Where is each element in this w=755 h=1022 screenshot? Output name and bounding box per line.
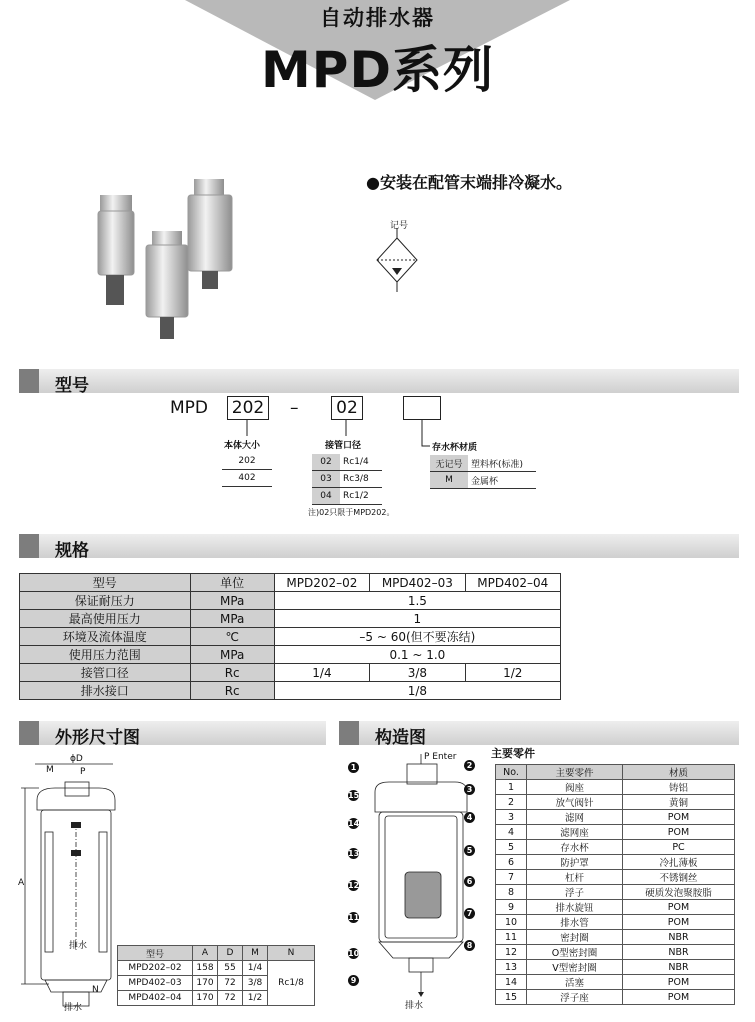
parts-cell: 黄铜	[623, 795, 735, 810]
port-size: Rc1/2	[340, 488, 382, 505]
spec-row-unit: Rc	[190, 682, 274, 700]
dims-cell: 3/8	[243, 976, 268, 991]
spec-row-value: 1	[274, 610, 560, 628]
spec-row-label: 最高使用压力	[20, 610, 191, 628]
spec-row-label: 排水接口	[20, 682, 191, 700]
parts-header: 主要零件	[527, 765, 623, 780]
parts-cell: 浮子座	[527, 990, 623, 1005]
parts-cell: 排水管	[527, 915, 623, 930]
section-bar-dims	[19, 721, 326, 748]
parts-cell: V型密封圈	[527, 960, 623, 975]
dims-cell: 158	[193, 961, 218, 976]
table-row	[496, 960, 735, 975]
table-row	[496, 810, 735, 825]
model-box-port: 02	[331, 396, 363, 420]
callout-2: 2	[464, 760, 475, 771]
dim-label-M: M	[46, 765, 54, 775]
bowl-code: 无记号	[430, 455, 468, 472]
parts-cell: 8	[496, 885, 527, 900]
dims-cell: 1/2	[243, 991, 268, 1006]
parts-cell: 7	[496, 870, 527, 885]
port-size: Rc1/4	[340, 454, 382, 471]
spec-row-value: 1.5	[274, 592, 560, 610]
parts-cell: 硬质发泡聚胺脂	[623, 885, 735, 900]
parts-cell: NBR	[623, 960, 735, 975]
dims-cell: 55	[218, 961, 243, 976]
spec-row-value: 0.1 ~ 1.0	[274, 646, 560, 664]
table-row	[496, 855, 735, 870]
bowl-table	[430, 455, 536, 489]
parts-cell: 杠杆	[527, 870, 623, 885]
parts-cell: 13	[496, 960, 527, 975]
dims-cell: MPD202–02	[118, 961, 193, 976]
parts-cell: 铸铝	[623, 780, 735, 795]
callout-6: 6	[464, 876, 475, 887]
section-bar-spec	[19, 534, 739, 561]
section-bar-model	[19, 369, 739, 396]
callout-13: 13	[348, 849, 360, 858]
bowl-material: 塑料杯(标准)	[468, 455, 536, 472]
feature-text: ●安装在配管末端排冷凝水。	[366, 173, 572, 192]
dims-cell: MPD402–04	[118, 991, 193, 1006]
drain-symbol-icon	[372, 228, 422, 298]
parts-cell: 5	[496, 840, 527, 855]
spec-row-value: 1/8	[274, 682, 560, 700]
dimension-drawing	[15, 752, 125, 1014]
spec-header: 型号	[20, 574, 191, 592]
section-title-spec: 规格	[55, 541, 89, 561]
dims-cell: 72	[218, 991, 243, 1006]
callout-5: 5	[464, 845, 475, 856]
spec-row-value: 1/2	[465, 664, 560, 682]
dim-label-N: N	[92, 985, 99, 995]
parts-cell: POM	[623, 825, 735, 840]
parts-cell: 滤网座	[527, 825, 623, 840]
parts-cell: 冷扎薄板	[623, 855, 735, 870]
parts-cell: 放气阀针	[527, 795, 623, 810]
dim-label-drain: 排水	[69, 941, 88, 951]
parts-cell: 防护罩	[527, 855, 623, 870]
spec-row-unit: MPa	[190, 646, 274, 664]
callout-10: 10	[348, 949, 360, 958]
symbol-label: 记号	[390, 221, 409, 231]
parts-cell: POM	[623, 810, 735, 825]
dims-cell: MPD402–03	[118, 976, 193, 991]
spec-row-value: –5 ~ 60(但不要冻结)	[274, 628, 560, 646]
dims-cell: 170	[193, 991, 218, 1006]
port-code: 04	[312, 488, 340, 505]
section-title-construction: 构造图	[375, 728, 426, 748]
parts-cell: POM	[623, 975, 735, 990]
spec-header: MPD402–03	[370, 574, 465, 592]
section-title-model: 型号	[55, 376, 89, 396]
port-code: 02	[312, 454, 340, 471]
table-row	[496, 900, 735, 915]
spec-row-label: 保证耐压力	[20, 592, 191, 610]
model-prefix: MPD	[170, 398, 209, 418]
callout-1: 1	[348, 762, 359, 773]
dim-label-A: A	[18, 878, 25, 888]
parts-cell: POM	[623, 900, 735, 915]
parts-cell: POM	[623, 990, 735, 1005]
dims-header: M	[243, 946, 268, 961]
bowl-code: M	[430, 472, 468, 489]
page-title: MPD系列	[261, 41, 494, 99]
parts-cell: 存水杯	[527, 840, 623, 855]
parts-cell: 活塞	[527, 975, 623, 990]
parts-cell: 3	[496, 810, 527, 825]
parts-cell: PC	[623, 840, 735, 855]
size-option: 402	[222, 470, 272, 487]
callout-15: 15	[348, 791, 360, 800]
parts-cell: 阀座	[527, 780, 623, 795]
spec-header: 单位	[190, 574, 274, 592]
table-row	[496, 840, 735, 855]
dims-cell: 1/4	[243, 961, 268, 976]
port-table	[312, 454, 382, 505]
dim-label-drain-bottom: 排水	[64, 1003, 83, 1013]
spec-table	[19, 573, 561, 700]
dims-header: A	[193, 946, 218, 961]
parts-cell: NBR	[623, 945, 735, 960]
dims-header: D	[218, 946, 243, 961]
parts-table	[495, 764, 735, 1005]
table-row	[496, 975, 735, 990]
callout-3: 3	[464, 784, 475, 795]
construction-p-enter: P Enter	[424, 752, 457, 762]
table-row	[496, 870, 735, 885]
table-row	[496, 825, 735, 840]
dims-header: 型号	[118, 946, 193, 961]
bowl-material: 金属杯	[468, 472, 536, 489]
dim-label-phiD: ϕD	[70, 754, 83, 764]
dims-table	[117, 945, 315, 1006]
spec-header: MPD402–04	[465, 574, 560, 592]
parts-cell: 15	[496, 990, 527, 1005]
bowl-title: 存水杯材质	[432, 443, 478, 453]
size-table	[222, 453, 272, 487]
parts-header: No.	[496, 765, 527, 780]
dims-cell-n: Rc1/8	[268, 961, 315, 1006]
section-title-dims: 外形尺寸图	[55, 728, 140, 748]
spec-header: MPD202–02	[274, 574, 369, 592]
callout-11: 11	[348, 913, 360, 922]
parts-cell: 10	[496, 915, 527, 930]
table-row	[496, 795, 735, 810]
dims-cell: 72	[218, 976, 243, 991]
parts-cell: 11	[496, 930, 527, 945]
parts-cell: 14	[496, 975, 527, 990]
port-code: 03	[312, 471, 340, 488]
spec-row-label: 使用压力范围	[20, 646, 191, 664]
callout-14: 14	[348, 819, 360, 828]
port-note: 注)02只限于MPD202。	[308, 508, 395, 517]
callout-12: 12	[348, 881, 360, 890]
parts-cell: 排水旋钮	[527, 900, 623, 915]
port-title: 接管口径	[325, 441, 362, 451]
parts-cell: 9	[496, 900, 527, 915]
table-row	[496, 945, 735, 960]
spec-row-unit: Rc	[190, 664, 274, 682]
parts-cell: NBR	[623, 930, 735, 945]
page-subtitle: 自动排水器	[320, 6, 435, 30]
spec-row-value: 1/4	[274, 664, 369, 682]
parts-header: 材质	[623, 765, 735, 780]
table-row	[496, 780, 735, 795]
spec-row-unit: MPa	[190, 592, 274, 610]
table-row	[496, 885, 735, 900]
callout-8: 8	[464, 940, 475, 951]
model-dash: –	[290, 398, 299, 418]
size-option: 202	[222, 453, 272, 470]
callout-7: 7	[464, 908, 475, 919]
model-box-size: 202	[227, 396, 269, 420]
construction-drain: 排水	[405, 1001, 424, 1011]
dims-header: N	[268, 946, 315, 961]
dims-cell: 170	[193, 976, 218, 991]
spec-row-label: 接管口径	[20, 664, 191, 682]
parts-cell: 1	[496, 780, 527, 795]
parts-cell: 密封圈	[527, 930, 623, 945]
parts-title: 主要零件	[491, 747, 535, 760]
spec-row-unit: MPa	[190, 610, 274, 628]
product-photo	[90, 175, 250, 340]
parts-cell: POM	[623, 915, 735, 930]
spec-row-value: 3/8	[370, 664, 465, 682]
parts-cell: 不锈钢丝	[623, 870, 735, 885]
callout-9: 9	[348, 975, 359, 986]
section-bar-construction	[339, 721, 739, 748]
spec-row-unit: ℃	[190, 628, 274, 646]
model-box-bowl	[403, 396, 441, 420]
port-size: Rc3/8	[340, 471, 382, 488]
parts-cell: 6	[496, 855, 527, 870]
parts-cell: O型密封圈	[527, 945, 623, 960]
size-title: 本体大小	[224, 441, 261, 451]
parts-cell: 12	[496, 945, 527, 960]
parts-cell: 滤网	[527, 810, 623, 825]
table-row	[496, 990, 735, 1005]
table-row	[496, 930, 735, 945]
callout-4: 4	[464, 812, 475, 823]
dim-label-P: P	[80, 767, 86, 777]
table-row	[496, 915, 735, 930]
parts-cell: 4	[496, 825, 527, 840]
spec-row-label: 环境及流体温度	[20, 628, 191, 646]
parts-cell: 2	[496, 795, 527, 810]
parts-cell: 浮子	[527, 885, 623, 900]
